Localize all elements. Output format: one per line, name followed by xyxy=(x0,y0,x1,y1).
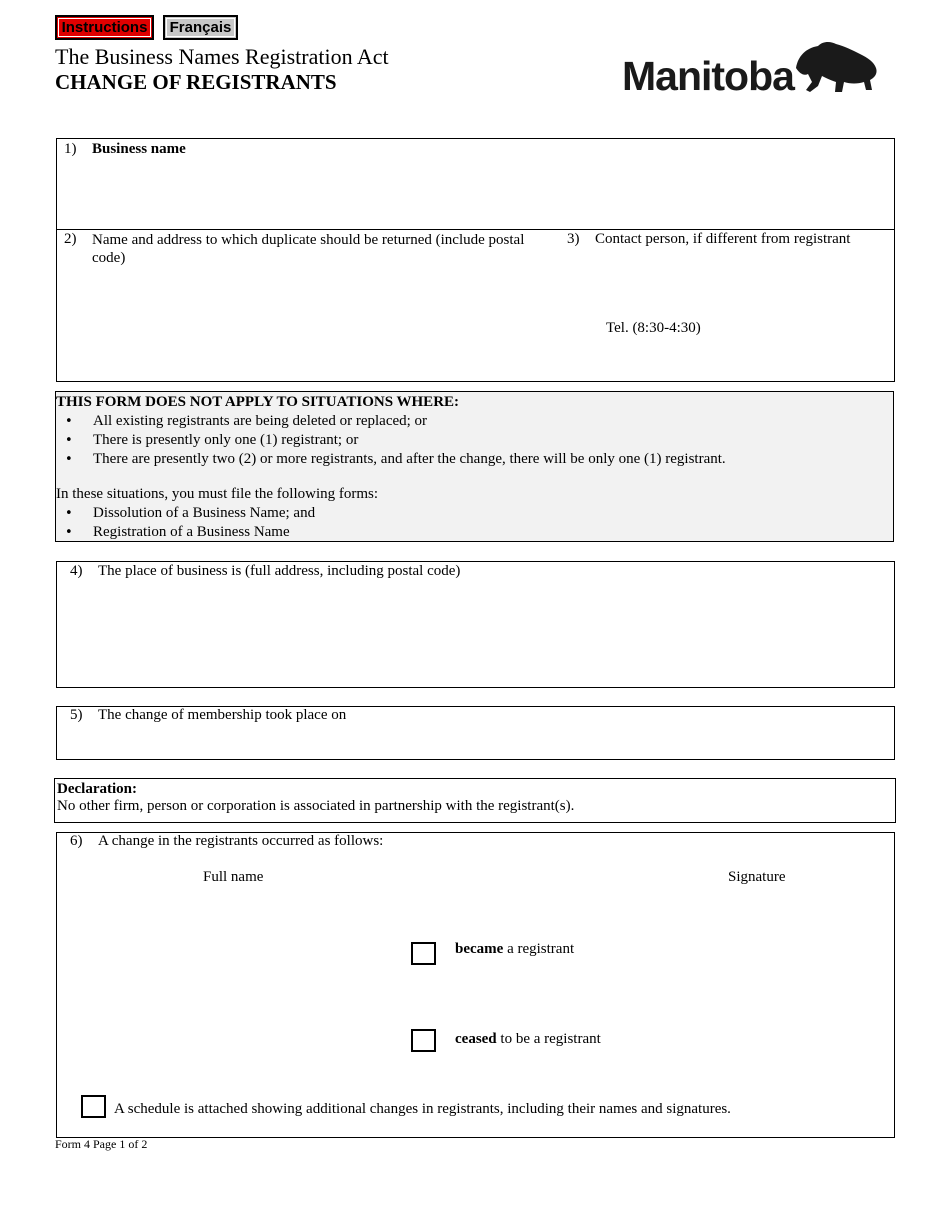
signature-column-label: Signature xyxy=(728,869,786,885)
business-name-input[interactable] xyxy=(92,162,882,224)
list-item: • Registration of a Business Name xyxy=(56,523,893,542)
list-item: • All existing registrants are being deleted or replaced; or xyxy=(56,412,893,431)
became-bold-text: became xyxy=(455,941,504,957)
ceased-registrant-checkbox[interactable] xyxy=(411,1029,436,1052)
change-date-label: The change of membership took place on xyxy=(98,707,347,723)
full-name-column-label: Full name xyxy=(203,869,264,885)
return-address-label: Name and address to which duplicate should be returned (include postal code) xyxy=(92,232,525,266)
list-item: • There is presently only one (1) registrant; or xyxy=(56,431,893,450)
ceased-bold-text: ceased xyxy=(455,1031,497,1047)
divider-line xyxy=(56,229,895,230)
telephone-input[interactable] xyxy=(710,318,885,338)
condition-list xyxy=(56,412,893,469)
ceased-registrant-label xyxy=(455,1031,601,1048)
logo-wordmark: Manitoba xyxy=(622,53,794,98)
act-title: The Business Names Registration Act xyxy=(55,44,389,69)
ceased-rest-text: to be a registrant xyxy=(496,1031,601,1047)
section2-number: 2) xyxy=(64,231,77,247)
form-title: CHANGE OF REGISTRANTS xyxy=(55,70,337,94)
became-registrant-label xyxy=(455,941,574,958)
list-item: • There are presently two (2) or more registrants, and after the change, there will be only one (1) registrant. xyxy=(56,450,893,469)
place-of-business-label: The place of business is (full address, including postal code) xyxy=(98,563,461,579)
change-date-input[interactable] xyxy=(360,707,880,752)
became-signature-input[interactable] xyxy=(640,900,880,960)
notice-heading: THIS FORM DOES NOT APPLY TO SITUATIONS WHERE: xyxy=(56,394,460,410)
francais-label: Français xyxy=(166,18,235,37)
bison-icon xyxy=(620,38,880,98)
schedule-attached-checkbox[interactable] xyxy=(81,1095,106,1118)
section1-number: 1) xyxy=(64,141,77,157)
business-name-label: Business name xyxy=(92,141,186,157)
page-footer: Form 4 Page 1 of 2 xyxy=(55,1137,148,1151)
manitoba-logo xyxy=(620,38,880,98)
section4-number: 4) xyxy=(70,563,83,579)
place-of-business-input[interactable] xyxy=(98,585,883,680)
notice-box xyxy=(55,391,894,542)
instructions-button[interactable] xyxy=(55,15,154,40)
declaration-heading: Declaration: xyxy=(57,781,137,797)
instructions-label: Instructions xyxy=(58,18,151,37)
became-rest-text: a registrant xyxy=(503,941,575,957)
became-registrant-checkbox[interactable] xyxy=(411,942,436,965)
telephone-label: Tel. (8:30-4:30) xyxy=(606,320,701,336)
became-full-name-input[interactable] xyxy=(98,900,388,960)
list-item: • Dissolution of a Business Name; and xyxy=(56,504,893,523)
section6-number: 6) xyxy=(70,833,83,849)
schedule-attached-label: A schedule is attached showing additional changes in registrants, including their names and signatures. xyxy=(114,1101,731,1117)
ceased-full-name-input[interactable] xyxy=(98,990,388,1050)
notice-instruction: In these situations, you must file the following forms: xyxy=(56,486,379,502)
section5-number: 5) xyxy=(70,707,83,723)
contact-person-input[interactable] xyxy=(595,252,885,312)
ceased-signature-input[interactable] xyxy=(640,990,880,1050)
francais-button[interactable] xyxy=(163,15,238,40)
declaration-text: No other firm, person or corporation is associated in partnership with the registrant(s). xyxy=(57,798,575,814)
section3-number: 3) xyxy=(567,231,580,247)
registrant-change-label: A change in the registrants occurred as follows: xyxy=(98,833,384,849)
form-list xyxy=(56,504,893,542)
return-address-input[interactable] xyxy=(92,270,552,375)
contact-person-label: Contact person, if different from registrant xyxy=(595,231,851,247)
